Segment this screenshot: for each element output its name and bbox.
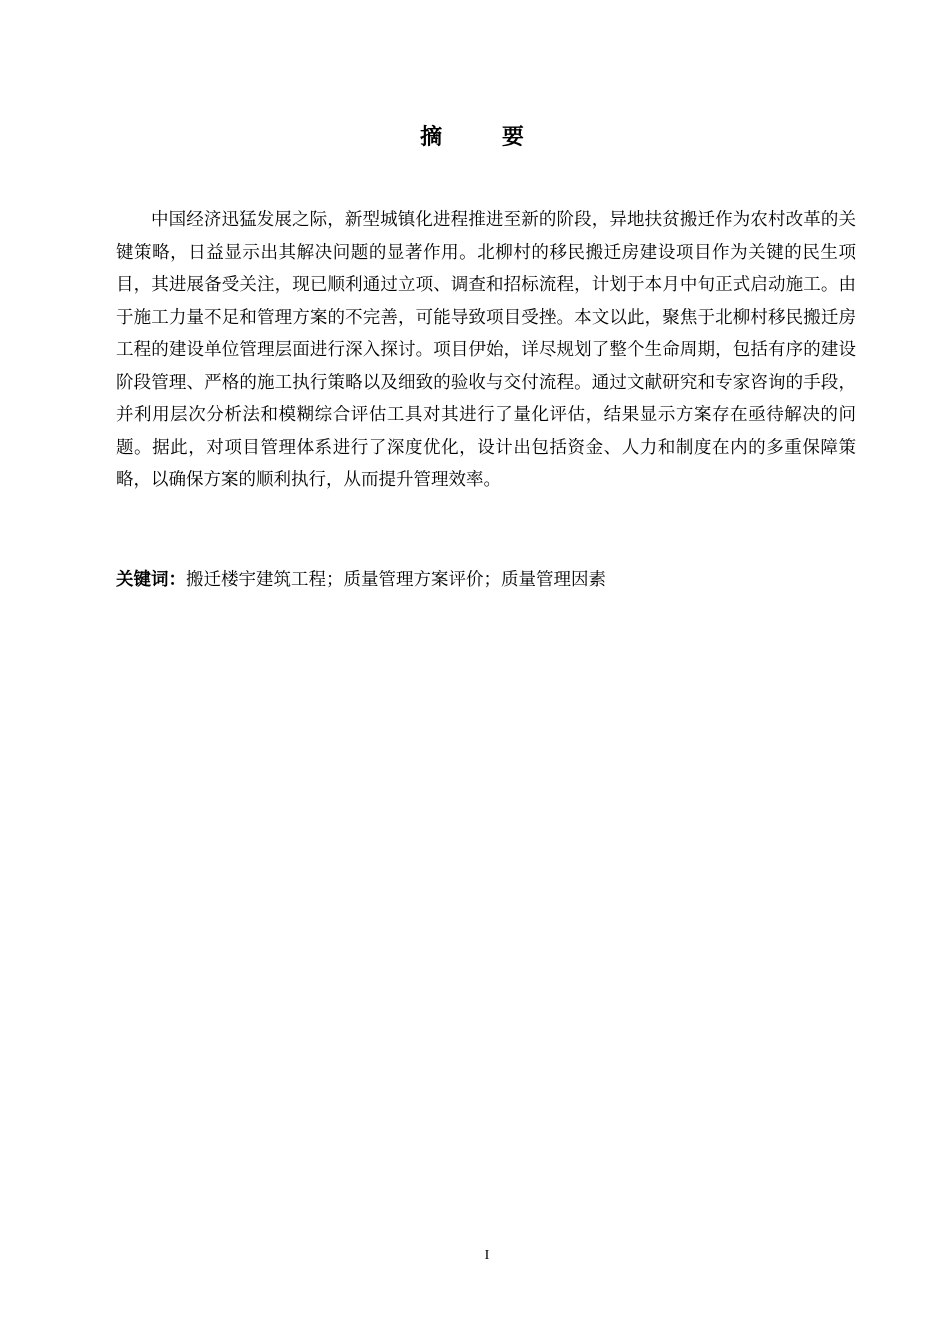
page-number: I (484, 1248, 490, 1263)
keywords-label: 关键词： (116, 570, 186, 590)
keywords-text: 搬迁楼宇建筑工程；质量管理方案评价；质量管理因素 (186, 570, 606, 590)
keywords-line (116, 564, 856, 596)
abstract-title: 摘 要 (420, 125, 550, 150)
abstract-paragraph: 中国经济迅猛发展之际，新型城镇化进程推进至新的阶段，异地扶贫搬迁作为农村改革的关键策略，日益显示出其解决问题的显著作用。北柳村的移民搬迁房建设项目作为关键的民生项目，其进展备受关注，现已顺利通过立项、调查和招标流程，计划于本月中旬正式启动施工。由于施工力量不足和管理方案的不完善，可能导致项目受挫。本文以此，聚焦于北柳村移民搬迁房工程的建设单位管理层面进行深入探讨。项目伊始，详尽规划了整个生命周期，包括有序的建设阶段管理、严格的施工执行策略以及细致的验收与交付流程。通过文献研究和专家咨询的手段，并利用层次分析法和模糊综合评估工具对其进行了量化评估，结果显示方案存在亟待解决的问题。据此，对项目管理体系进行了深度优化，设计出包括资金、人力和制度在内的多重保障策略，以确保方案的顺利执行，从而提升管理效率。 (116, 210, 856, 490)
